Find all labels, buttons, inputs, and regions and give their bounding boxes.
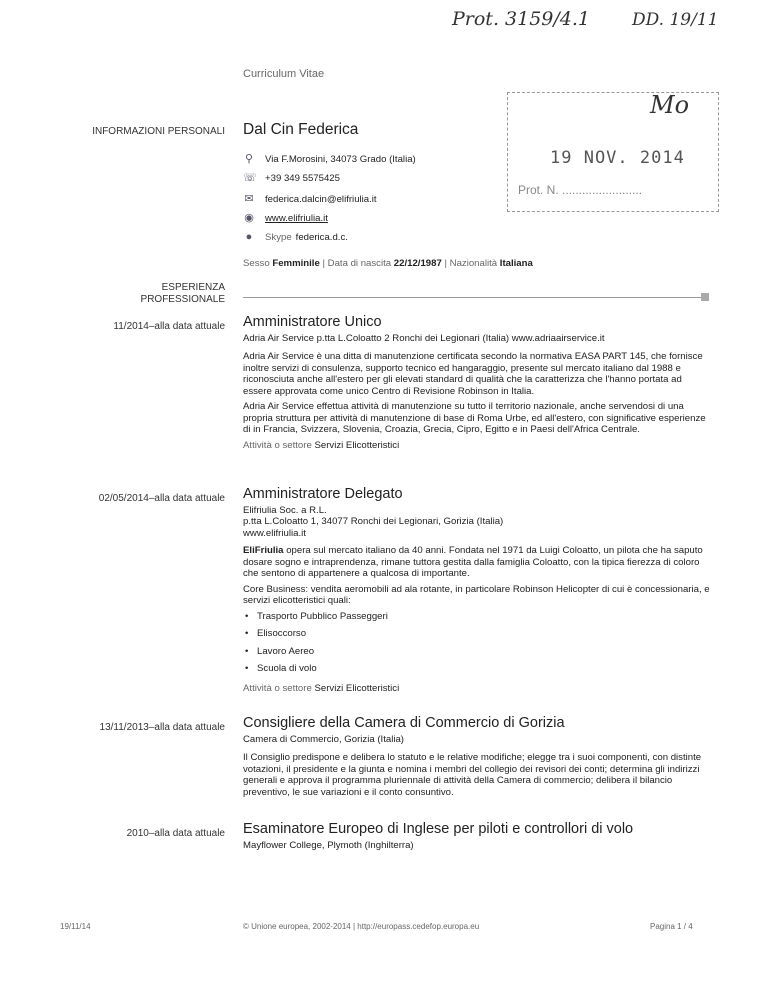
- phone-icon: ☏: [243, 172, 257, 184]
- stamp-prot: Prot. N. ........................: [518, 183, 643, 197]
- nationality-value: Italiana: [499, 258, 533, 269]
- list-item: • Scuola di volo: [243, 663, 713, 675]
- phone-row: [243, 172, 340, 184]
- entry-mayflower: [243, 821, 713, 855]
- reception-stamp: [507, 92, 719, 212]
- entry-sector: [243, 440, 713, 452]
- entry-adria: [243, 314, 713, 451]
- list-item: • Lavoro Aereo: [243, 646, 713, 658]
- handwritten-dd: DD. 19/11: [632, 10, 719, 30]
- email-row: [243, 193, 377, 205]
- sector-label: Attività o settore: [243, 439, 312, 451]
- entry-org: Camera di Commercio, Gorizia (Italia): [243, 733, 404, 745]
- personal-details-line: Sesso Femminile | Data di nascita 22/12/1987 | Nazionalità Italiana: [243, 258, 533, 269]
- entry-org: Elifriulia Soc. a R.L.: [243, 504, 327, 516]
- entry-description-text: opera sul mercato italiano da 40 anni. Fondata nel 1971 da Luigi Coloatto, un pilota che ha saputo dosare sogno e intraprendenza, rimane tuttora gestita dalla famiglia Coloatto, con la tipica fierezza di coloro che sentono di appartenere a qualcosa di importante.: [243, 545, 703, 579]
- divider-end-marker: [701, 293, 709, 301]
- skype-handle: federica.d.c.: [295, 231, 348, 243]
- globe-icon: ◉: [244, 212, 254, 224]
- entry-date: 02/05/2014–alla data attuale: [98, 493, 225, 504]
- website-row: [243, 212, 328, 224]
- sex-value: Femminile: [272, 258, 320, 269]
- experience-label-line2: PROFESSIONALE: [140, 294, 225, 305]
- entry-description: Core Business: vendita aeromobili ad ala rotante, in particolare Robinson Helicopter di cui è concessionaria, e servizi elicotteristici quali:: [243, 583, 710, 606]
- website-link[interactable]: www.elifriulia.it: [265, 212, 328, 224]
- entry-date: 11/2014–alla data attuale: [113, 321, 225, 332]
- company-name-bold: EliFriulia: [243, 545, 284, 556]
- address-row: [243, 153, 416, 165]
- section-divider: [243, 297, 701, 298]
- envelope-icon: ✉: [244, 193, 254, 205]
- entry-org: Adria Air Service p.tta L.Coloatto 2 Ronchi dei Legionari (Italia) www.adriaairservice.it: [243, 332, 605, 344]
- entry-camera-commercio: [243, 715, 713, 802]
- list-item: • Trasporto Pubblico Passeggeri: [243, 611, 713, 623]
- sector-value: Servizi Elicotteristici: [314, 439, 400, 451]
- footer-date: 19/11/14: [60, 922, 91, 931]
- entry-org-website: www.elifriulia.it: [243, 527, 306, 539]
- nationality-label: Nazionalità: [449, 258, 498, 269]
- entry-description: Adria Air Service effettua attività di manutenzione su tutto il territorio nazionale, anche servendosi di una propria struttura per attività di manutenzione di base di Roma Urbe, ed all'estero, con significative esperienze di in Francia, Svizzera, Slovenia, Croazia, Grecia, Cipro, Egitto e in Paesi dell'Africa Centrale.: [243, 401, 706, 435]
- section-label-experience: [0, 282, 225, 306]
- stamp-date: 19 NOV. 2014: [550, 148, 685, 168]
- handwritten-protocol: Prot. 3159/4.1: [452, 8, 590, 30]
- services-list: [243, 611, 713, 675]
- entry-sector: [243, 683, 713, 695]
- entry-role: Amministratore Delegato: [243, 486, 403, 502]
- entry-date: 13/11/2013–alla data attuale: [99, 722, 225, 733]
- birth-value: 22/12/1987: [393, 258, 442, 269]
- footer-page-number: Pagina 1 / 4: [650, 922, 693, 931]
- birth-label: Data di nascita: [327, 258, 392, 269]
- stamp-initials: Mo: [650, 91, 690, 119]
- location-pin-icon: ⚲: [244, 153, 254, 165]
- entry-org-address: p.tta L.Coloatto 1, 34077 Ronchi dei Legionari, Gorizia (Italia): [243, 516, 504, 527]
- email-link[interactable]: federica.dalcin@elifriulia.it: [265, 193, 377, 205]
- sex-label: Sesso: [243, 258, 270, 269]
- phone-text: +39 349 5575425: [265, 172, 340, 184]
- skype-row: [243, 231, 348, 243]
- entry-role: Consigliere della Camera di Commercio di Gorizia: [243, 715, 565, 731]
- list-item: • Elisoccorso: [243, 628, 713, 640]
- sector-value: Servizi Elicotteristici: [314, 682, 400, 694]
- entry-description: Adria Air Service è una ditta di manutenzione certificata secondo la normativa EASA PART 145, che fornisce inoltre servizi di consulenza, supporto tecnico ed hangaraggio, presente sul mercato italiano dal 1988 e riconosciuta anche all'estero per gli elevati standard di qualità che la caratterizza che l'hanno portata ad essere approvata come unico Centro di Revisione Robinson in Italia.: [243, 351, 703, 397]
- address-text: Via F.Morosini, 34073 Grado (Italia): [265, 153, 416, 165]
- entry-description: Il Consiglio predispone e delibera lo statuto e le relative modifiche; elegge tra i suoi componenti, con distinte votazioni, il presidente e la giunta e nomina i membri del collegio dei revisori dei conti; determina gli indirizzi generali e approva il programma pluriennale di attività della Camera di commercio; delibera il bilancio preventivo, le sue variazioni e il conto consuntivo.: [243, 752, 702, 798]
- person-name: Dal Cin Federica: [243, 121, 359, 138]
- entry-date: 2010–alla data attuale: [126, 828, 225, 839]
- section-label-personal: INFORMAZIONI PERSONALI: [92, 126, 225, 137]
- entry-role: Esaminatore Europeo di Inglese per piloti e controllori di volo: [243, 821, 634, 837]
- entry-org: Mayflower College, Plymoth (Inghilterra): [243, 839, 414, 851]
- footer-copyright: © Unione europea, 2002-2014 | http://europass.cedefop.europa.eu: [243, 922, 480, 931]
- page-title: Curriculum Vitae: [243, 68, 325, 80]
- entry-description: [243, 545, 713, 580]
- entry-role: Amministratore Unico: [243, 314, 382, 330]
- experience-label-line1: ESPERIENZA: [161, 282, 225, 293]
- skype-label: Skype: [265, 231, 292, 243]
- sector-label: Attività o settore: [243, 682, 312, 694]
- entry-elifriulia: [243, 486, 713, 694]
- chat-bubble-icon: ●: [245, 231, 253, 243]
